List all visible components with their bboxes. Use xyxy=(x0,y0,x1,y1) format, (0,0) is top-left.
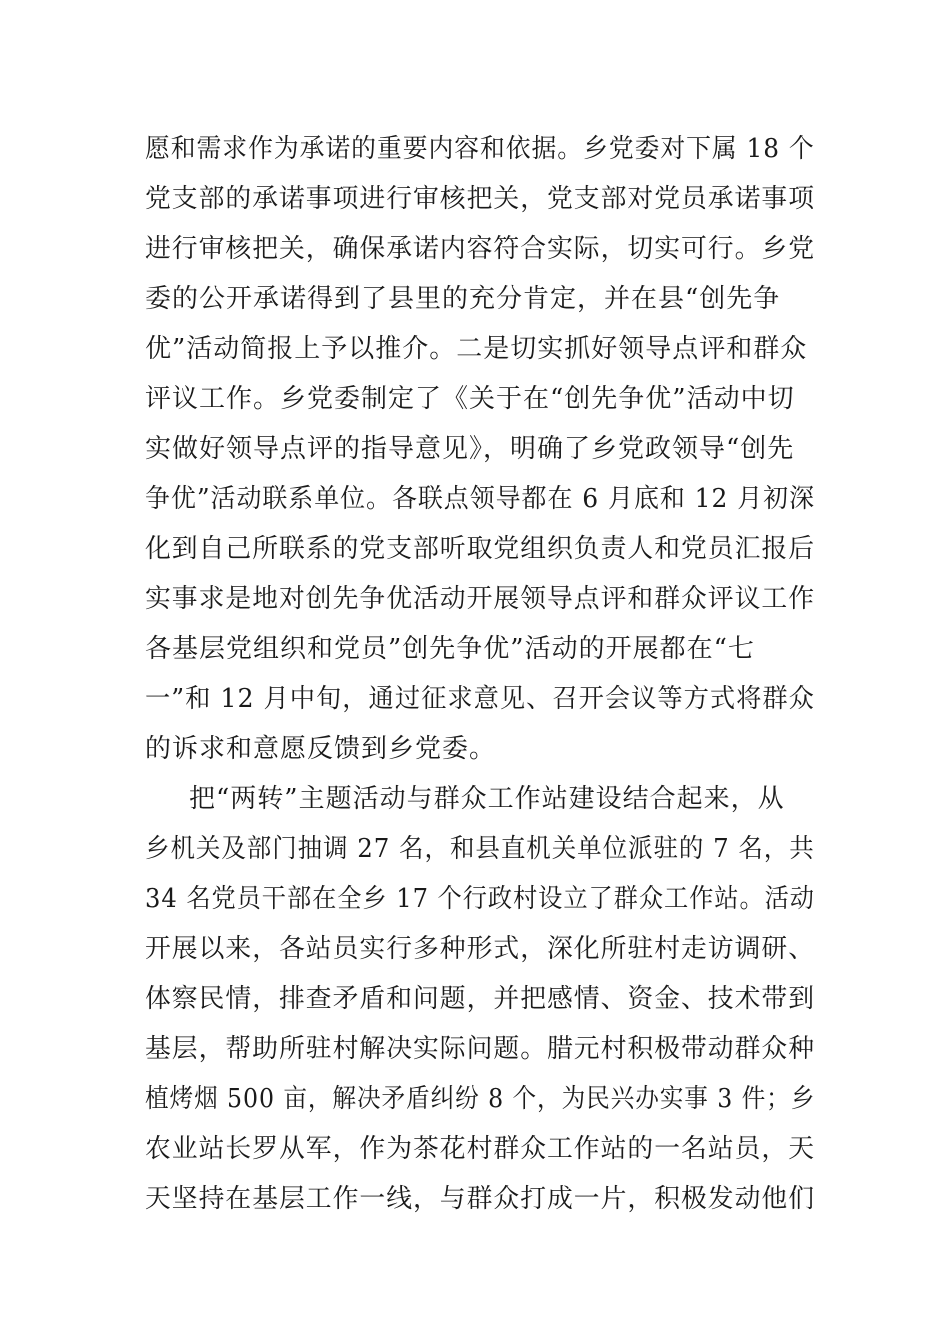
paragraph-1-line: 一”和 12 月中旬，通过征求意见、召开会议等方式将群众 xyxy=(145,684,815,714)
paragraph-1-line: 各基层党组织和党员”创先争优”活动的开展都在“七 xyxy=(145,634,755,664)
paragraph-2-line: 基层，帮助所驻村解决实际问题。腊元村积极带动群众种 xyxy=(145,1034,816,1064)
paragraph-2-line: 乡机关及部门抽调 27 名，和县直机关单位派驻的 7 名，共 xyxy=(145,834,815,864)
paragraph-2-line: 农业站长罗从军，作为茶花村群众工作站的一名站员，天 xyxy=(145,1134,816,1164)
paragraph-1-line: 优”活动简报上予以推介。二是切实抓好领导点评和群众 xyxy=(145,334,808,364)
paragraph-1-line: 进行审核把关，确保承诺内容符合实际，切实可行。乡党 xyxy=(145,234,816,264)
paragraph-1-line: 争优”活动联系单位。各联点领导都在 6 月底和 12 月初深 xyxy=(145,484,815,514)
paragraph-1-line: 愿和需求作为承诺的重要内容和依据。乡党委对下属 18 个 xyxy=(145,134,815,164)
paragraph-1-line: 委的公开承诺得到了县里的充分肯定，并在县“创先争 xyxy=(145,284,781,314)
paragraph-2-line: 天坚持在基层工作一线，与群众打成一片，积极发动他们 xyxy=(145,1184,816,1214)
paragraph-2-line: 植烤烟 500 亩，解决矛盾纠纷 8 个，为民兴办实事 3 件；乡 xyxy=(145,1084,816,1114)
paragraph-1-line: 化到自己所联系的党支部听取党组织负责人和党员汇报后 xyxy=(145,534,816,564)
paragraph-1-line: 实事求是地对创先争优活动开展领导点评和群众评议工作 xyxy=(145,584,816,614)
paragraph-2-line: 把“两转”主题活动与群众工作站建设结合起来，从 xyxy=(189,784,785,814)
paragraph-1-line: 的诉求和意愿反馈到乡党委。 xyxy=(145,734,497,764)
paragraph-1-line: 实做好领导点评的指导意见》，明确了乡党政领导“创先 xyxy=(145,434,795,464)
paragraph-1-line: 党支部的承诺事项进行审核把关，党支部对党员承诺事项 xyxy=(145,184,816,214)
paragraph-1-line: 评议工作。乡党委制定了《关于在“创先争优”活动中切 xyxy=(145,384,795,414)
paragraph-2-line: 体察民情，排查矛盾和问题，并把感情、资金、技术带到 xyxy=(145,984,816,1014)
paragraph-2-line: 34 名党员干部在全乡 17 个行政村设立了群众工作站。活动 xyxy=(145,884,815,914)
paragraph-2-line: 开展以来，各站员实行多种形式，深化所驻村走访调研、 xyxy=(145,934,816,964)
